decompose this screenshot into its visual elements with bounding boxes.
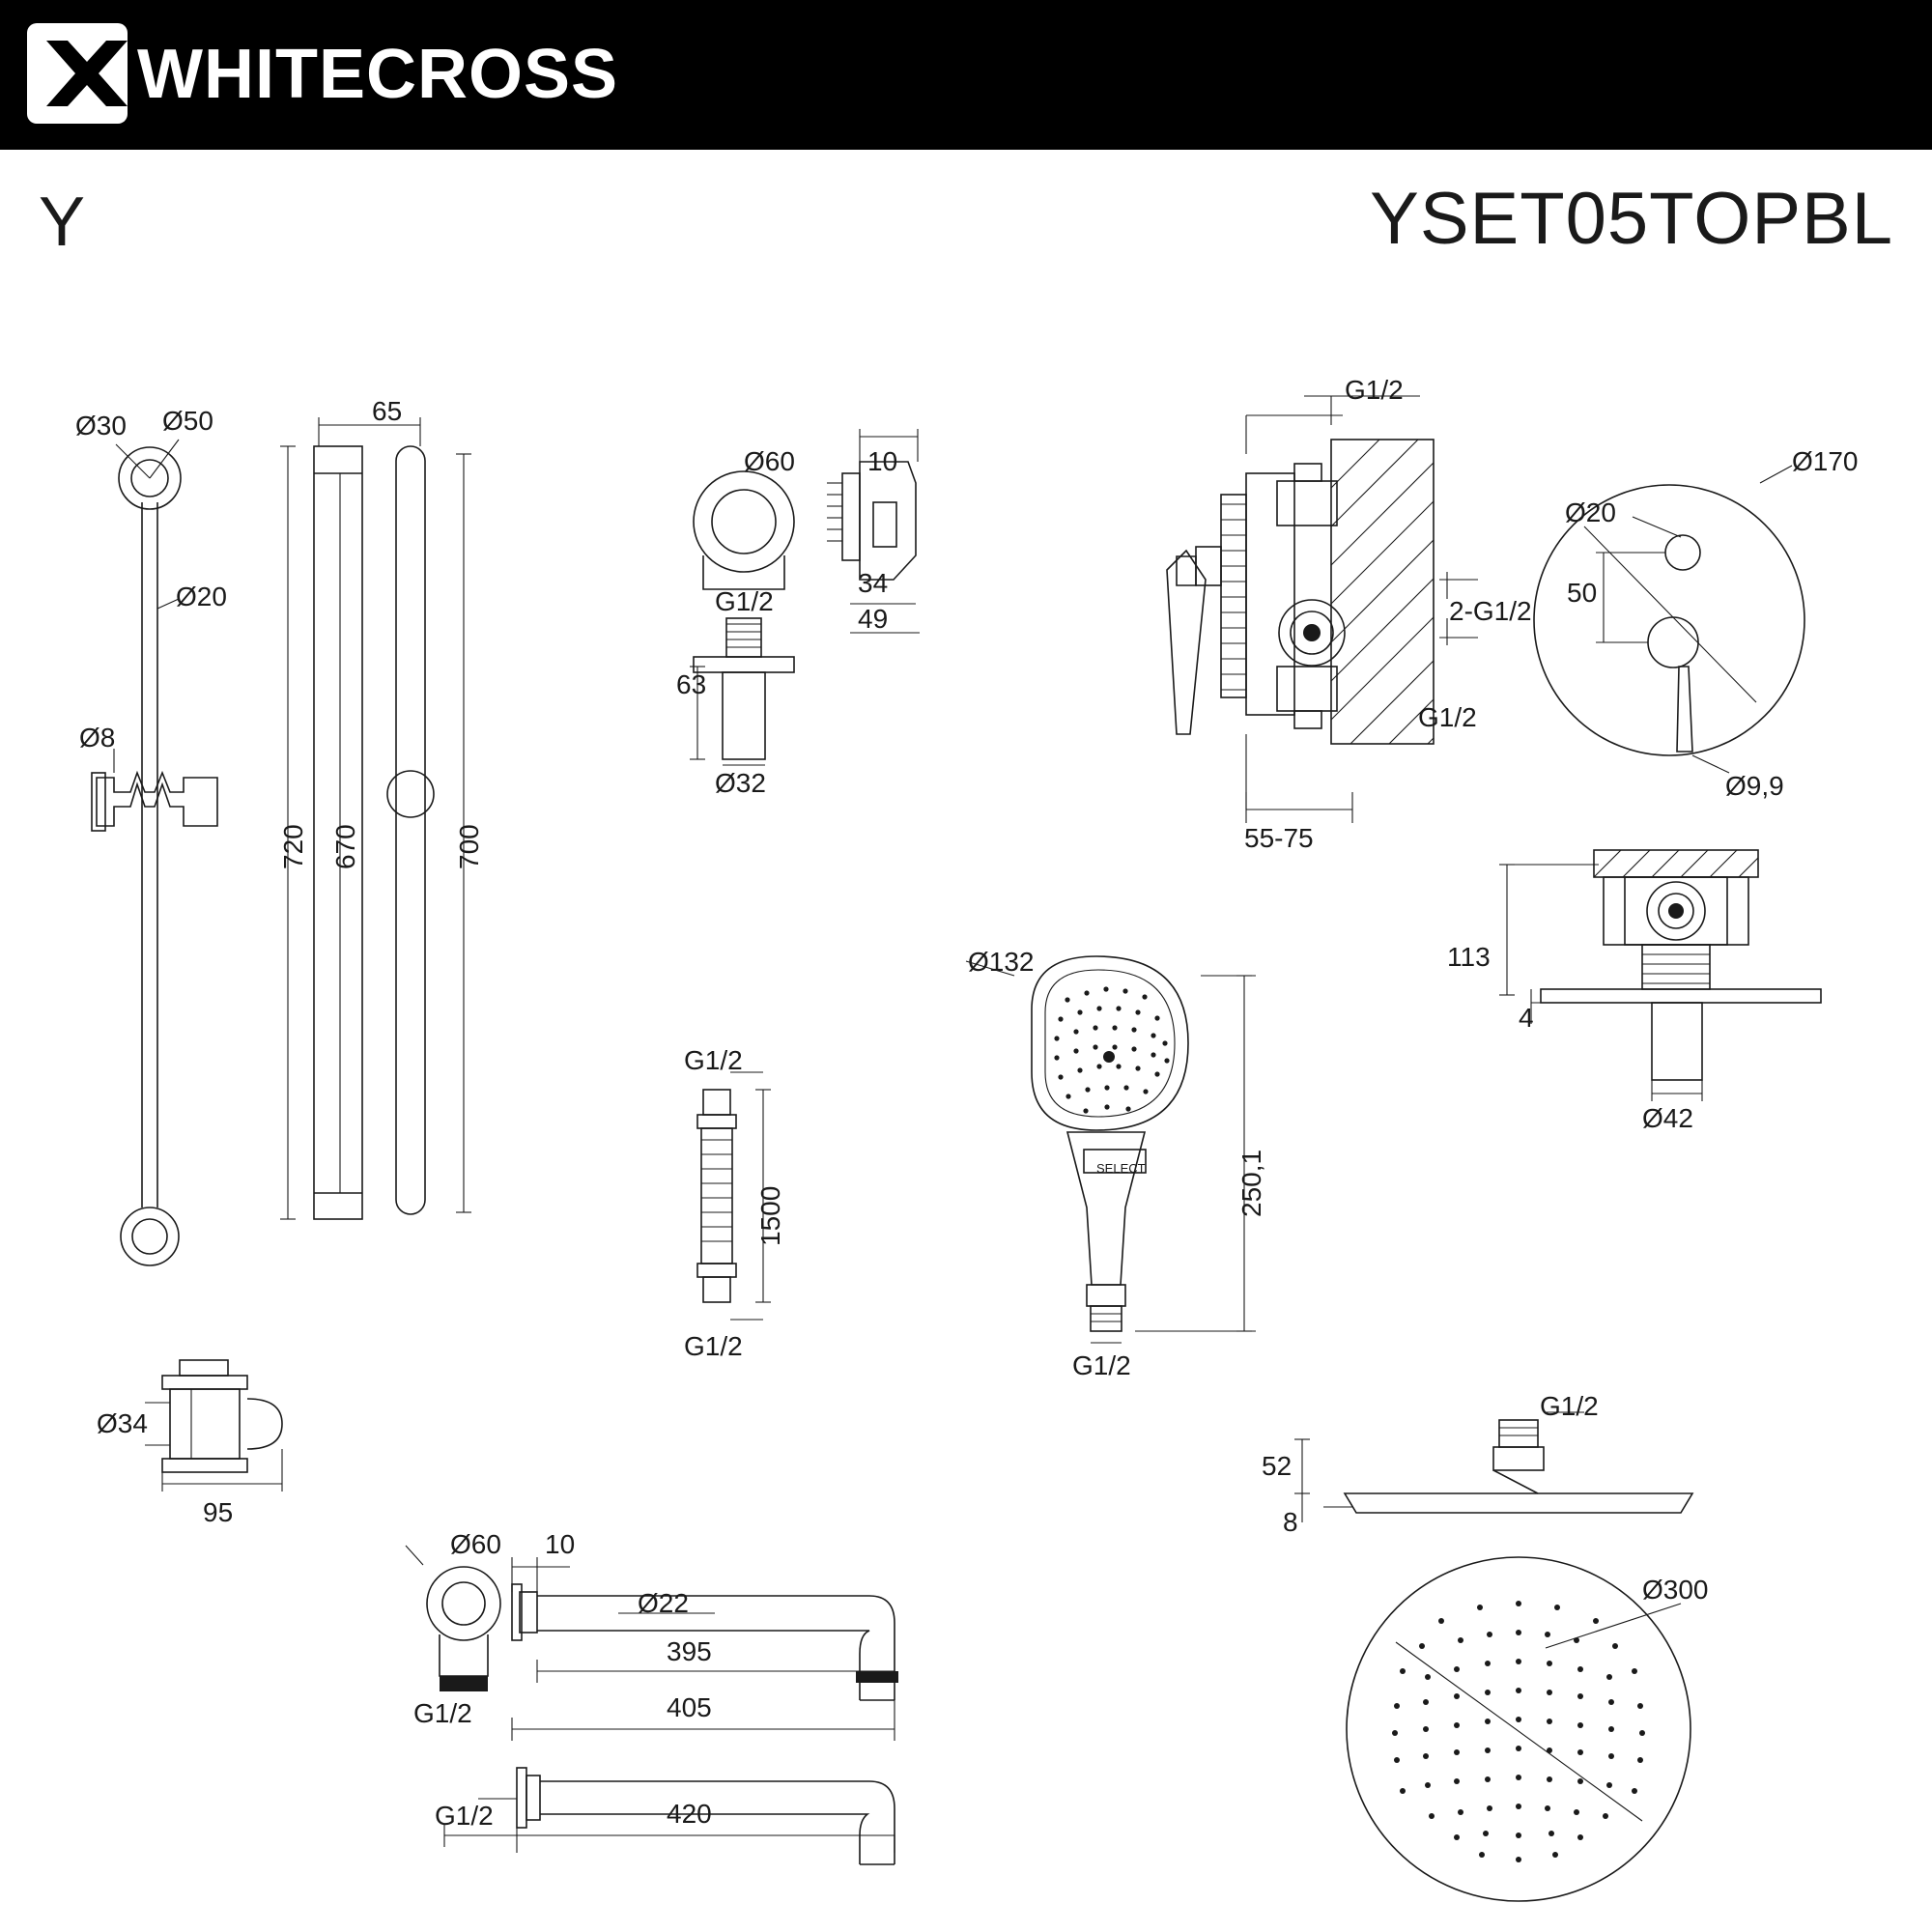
- dim-slidebar-d30: Ø30: [75, 411, 127, 440]
- dim-connector-113: 113: [1447, 942, 1491, 972]
- hand-shower-head-drawing: [966, 956, 1256, 1343]
- dim-rain-g12: G1/2: [1540, 1391, 1599, 1421]
- dim-trim-d20: Ø20: [1565, 497, 1616, 527]
- dim-valve-2g12: 2-G1/2: [1449, 596, 1532, 626]
- dim-outlet-49: 49: [858, 604, 889, 634]
- dim-slidebar-d8: Ø8: [79, 723, 116, 753]
- dim-trim-d170: Ø170: [1792, 446, 1859, 476]
- dim-handshower-2501: 250,1: [1236, 1149, 1266, 1217]
- dim-connector-d42: Ø42: [1642, 1103, 1693, 1133]
- dim-valve-5575: 55-75: [1244, 823, 1314, 853]
- dim-arm-420: 420: [667, 1799, 712, 1829]
- dim-connector-4: 4: [1519, 1003, 1534, 1033]
- dim-hose-g12-bottom: G1/2: [684, 1331, 743, 1361]
- dim-arm-g12-upper: G1/2: [413, 1698, 472, 1728]
- dim-handshower-g12: G1/2: [1072, 1350, 1131, 1380]
- dim-valve-g12-top: G1/2: [1345, 375, 1404, 405]
- concealed-mixer-body-drawing: [1167, 396, 1478, 823]
- dim-outlet-34: 34: [858, 568, 889, 598]
- dim-hose-1500: 1500: [755, 1185, 785, 1246]
- dim-arm-d22: Ø22: [638, 1588, 689, 1618]
- dim-arm-d60: Ø60: [450, 1529, 501, 1559]
- dim-arm-405: 405: [667, 1692, 712, 1722]
- dim-outlet-10: 10: [867, 446, 898, 476]
- dim-outlet-d60: Ø60: [744, 446, 795, 476]
- handshower-select-label: SELECT: [1096, 1161, 1146, 1176]
- dim-rain-8: 8: [1283, 1507, 1298, 1537]
- dim-rain-d300: Ø300: [1642, 1575, 1709, 1605]
- dim-rain-52: 52: [1262, 1451, 1293, 1481]
- dim-arm-10: 10: [545, 1529, 576, 1559]
- dim-holder-d34: Ø34: [97, 1408, 148, 1438]
- dim-slidebar-d50: Ø50: [162, 406, 213, 436]
- dim-arm-395: 395: [667, 1636, 712, 1666]
- dim-handshower-d132: Ø132: [968, 947, 1035, 977]
- model-code: YSET05TOPBL: [1370, 178, 1893, 260]
- dim-rail-65: 65: [372, 396, 403, 426]
- dim-hose-g12-top: G1/2: [684, 1045, 743, 1075]
- dim-outlet-g12: G1/2: [715, 586, 774, 616]
- dim-trim-d99: Ø9,9: [1725, 771, 1784, 801]
- rain-shower-head-drawing: [1294, 1412, 1692, 1901]
- concealed-outlet-body-drawing: [1499, 850, 1821, 1101]
- dim-slidebar-d20: Ø20: [176, 582, 227, 611]
- dim-valve-g12-bottom: G1/2: [1418, 702, 1477, 732]
- dim-outlet-63: 63: [676, 669, 707, 699]
- rail-profile-drawing: [280, 417, 471, 1219]
- dim-rail-700: 700: [454, 824, 484, 869]
- dim-rail-670: 670: [330, 824, 360, 869]
- brand-text: WHITECROSS: [137, 36, 619, 113]
- dim-outlet-d32: Ø32: [715, 768, 766, 798]
- shower-slide-bar-drawing: [92, 440, 217, 1265]
- series-label: Y: [39, 184, 86, 261]
- dim-arm-g12-lower: G1/2: [435, 1801, 494, 1831]
- dim-trim-50: 50: [1567, 578, 1598, 608]
- dim-slidebar-720: 720: [278, 824, 308, 869]
- dim-holder-95: 95: [203, 1497, 234, 1527]
- hand-shower-holder-drawing: [145, 1360, 282, 1492]
